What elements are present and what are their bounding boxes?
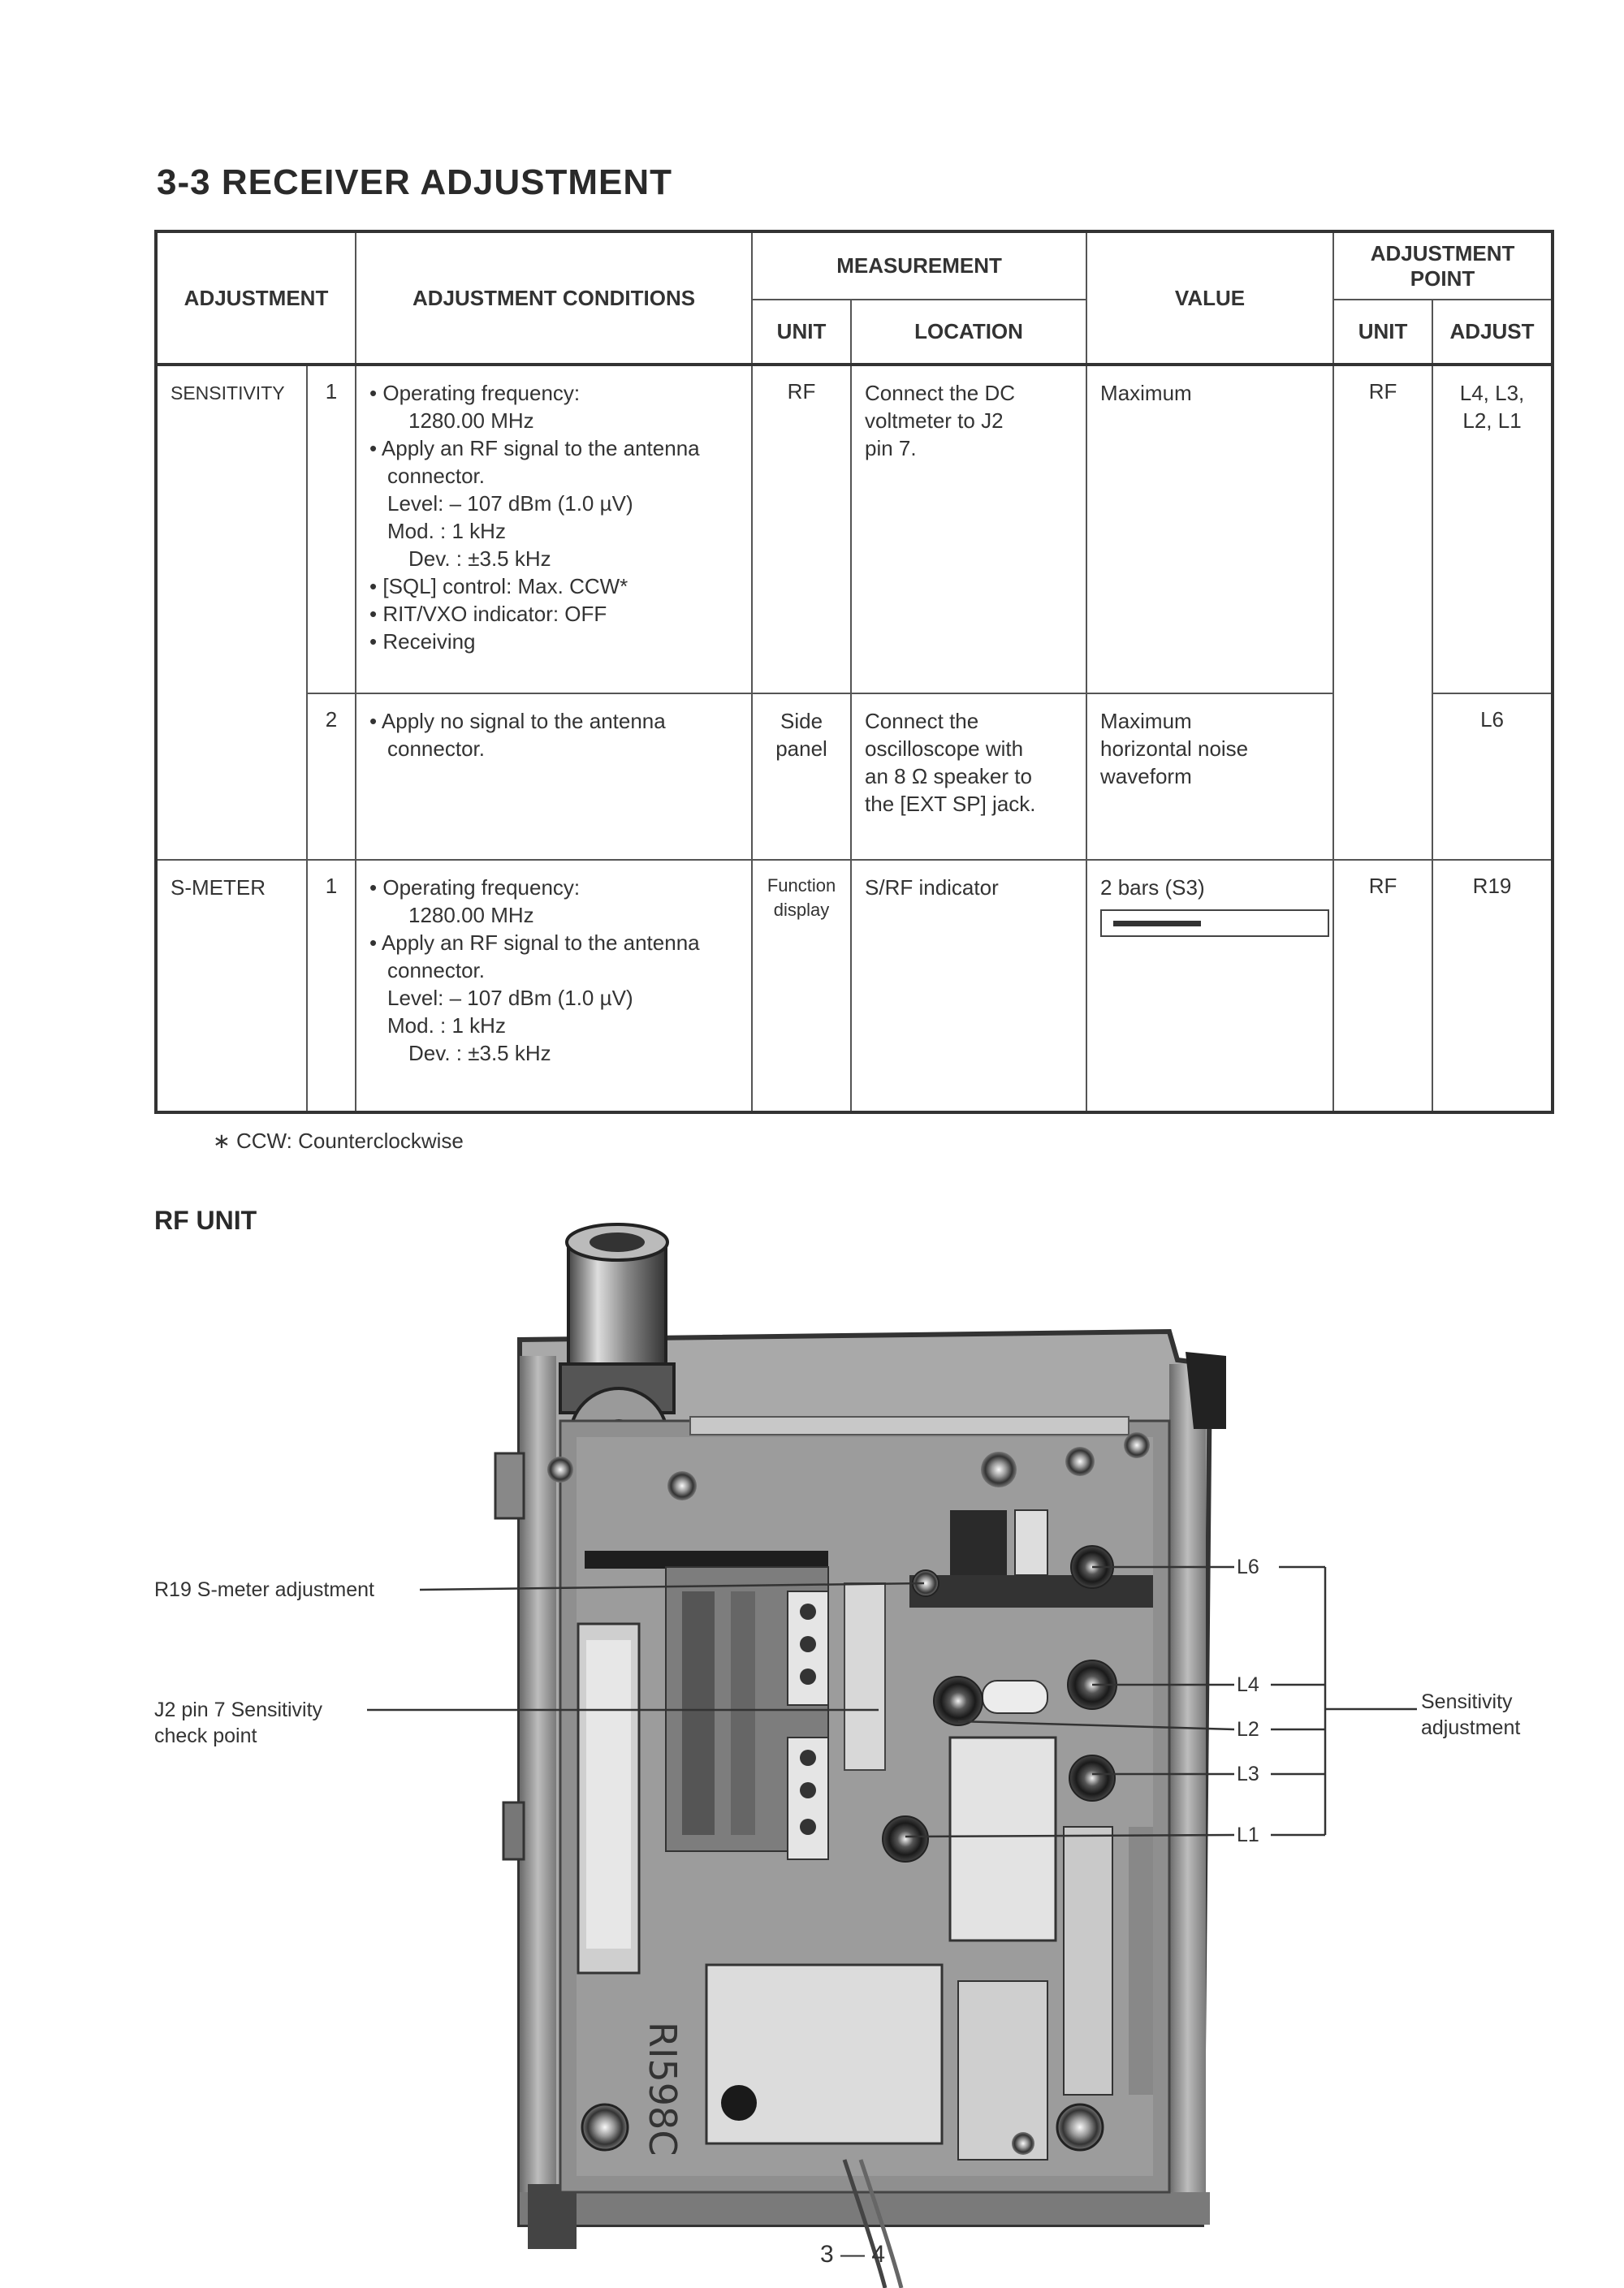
condition-line: • Apply no signal to the antenna [369,709,666,733]
footnote: ∗ CCW: Counterclockwise [213,1129,464,1153]
condition-line: connector. [387,958,485,982]
callout-r19: R19 S-meter adjustment [154,1578,374,1601]
condition-line: • Operating frequency: [369,381,581,405]
header-ap-adjust: ADJUST [1432,300,1553,365]
header-measurement: MEASUREMENT [752,231,1086,300]
callout-sensitivity-line1: Sensitivity [1421,1690,1513,1713]
page-number: 3 — 4 [820,2241,886,2268]
section-title: 3-3 RECEIVER ADJUSTMENT [157,162,673,202]
callout-l4: L4 [1237,1673,1259,1696]
callout-j2-line1: J2 pin 7 Sensitivity [154,1699,323,1721]
callout-l6: L6 [1237,1556,1259,1578]
location-line: the [EXT SP] jack. [865,792,1036,816]
condition-line: Level: – 107 dBm (1.0 µV) [387,986,633,1010]
condition-line: • Apply an RF signal to the antenna [369,930,700,955]
callout-l3: L3 [1237,1763,1259,1785]
location-text: S/RF indicator [865,875,999,900]
condition-line: • Operating frequency: [369,875,581,900]
condition-line: connector. [387,736,485,761]
callout-l1: L1 [1237,1824,1259,1846]
header-ap-unit: UNIT [1333,300,1432,365]
condition-line: • Receiving [369,629,476,654]
condition-line: • RIT/VXO indicator: OFF [369,602,607,626]
header-conditions: ADJUSTMENT CONDITIONS [356,231,752,365]
adjust-text: L6 [1480,707,1504,732]
location-line: Connect the DC [865,381,1015,405]
rf-unit-title: RF UNIT [154,1206,257,1235]
callout-l2: L2 [1237,1718,1259,1741]
location-line: pin 7. [865,436,917,460]
step-number: 2 [325,707,338,732]
condition-line: Level: – 107 dBm (1.0 µV) [387,491,633,516]
value-line: Maximum [1100,709,1192,733]
board-marking: RI598C [641,2022,685,2156]
adjust-line: L4, L3, [1459,381,1525,405]
header-adjustment: ADJUSTMENT [156,231,356,365]
value-line: waveform [1100,764,1192,788]
header-meas-location: LOCATION [851,300,1086,365]
adjust-text: R19 [1472,874,1512,898]
header-adjustment-point: ADJUSTMENT POINT [1333,231,1553,300]
location-line: Connect the [865,709,979,733]
condition-line: 1280.00 MHz [408,408,534,433]
meas-unit: RF [787,379,816,404]
ap-unit: RF [1368,874,1397,898]
step-number: 1 [325,874,338,898]
adjustment-name: S-METER [171,875,266,900]
header-meas-unit: UNIT [752,300,851,365]
meas-unit-line: panel [775,736,827,761]
condition-line: Dev. : ±3.5 kHz [408,546,551,571]
condition-line: • Apply an RF signal to the antenna [369,436,700,460]
condition-line: Dev. : ±3.5 kHz [408,1041,551,1065]
location-line: oscilloscope with [865,736,1024,761]
adjust-line: L2, L1 [1462,408,1522,433]
callout-j2-line2: check point [154,1725,257,1747]
condition-line: connector. [387,464,485,488]
step-number: 1 [325,379,338,404]
pcb-board [547,1417,1169,2288]
condition-line: • [SQL] control: Max. CCW* [369,574,628,598]
location-line: an 8 Ω speaker to [865,764,1032,788]
condition-line: Mod. : 1 kHz [387,1013,506,1038]
meas-unit-line: Function [767,875,836,896]
header-value: VALUE [1086,231,1333,365]
meas-unit-line: Side [780,709,823,733]
value-text: Maximum [1100,381,1192,405]
meas-unit-line: display [773,900,830,920]
value-line: horizontal noise [1100,736,1249,761]
location-line: voltmeter to J2 [865,408,1004,433]
adjustment-name: SENSITIVITY [171,382,285,404]
condition-line: Mod. : 1 kHz [387,519,506,543]
ap-unit: RF [1368,379,1397,404]
condition-line: 1280.00 MHz [408,903,534,927]
value-text: 2 bars (S3) [1100,875,1205,900]
callout-sensitivity-line2: adjustment [1421,1716,1521,1739]
